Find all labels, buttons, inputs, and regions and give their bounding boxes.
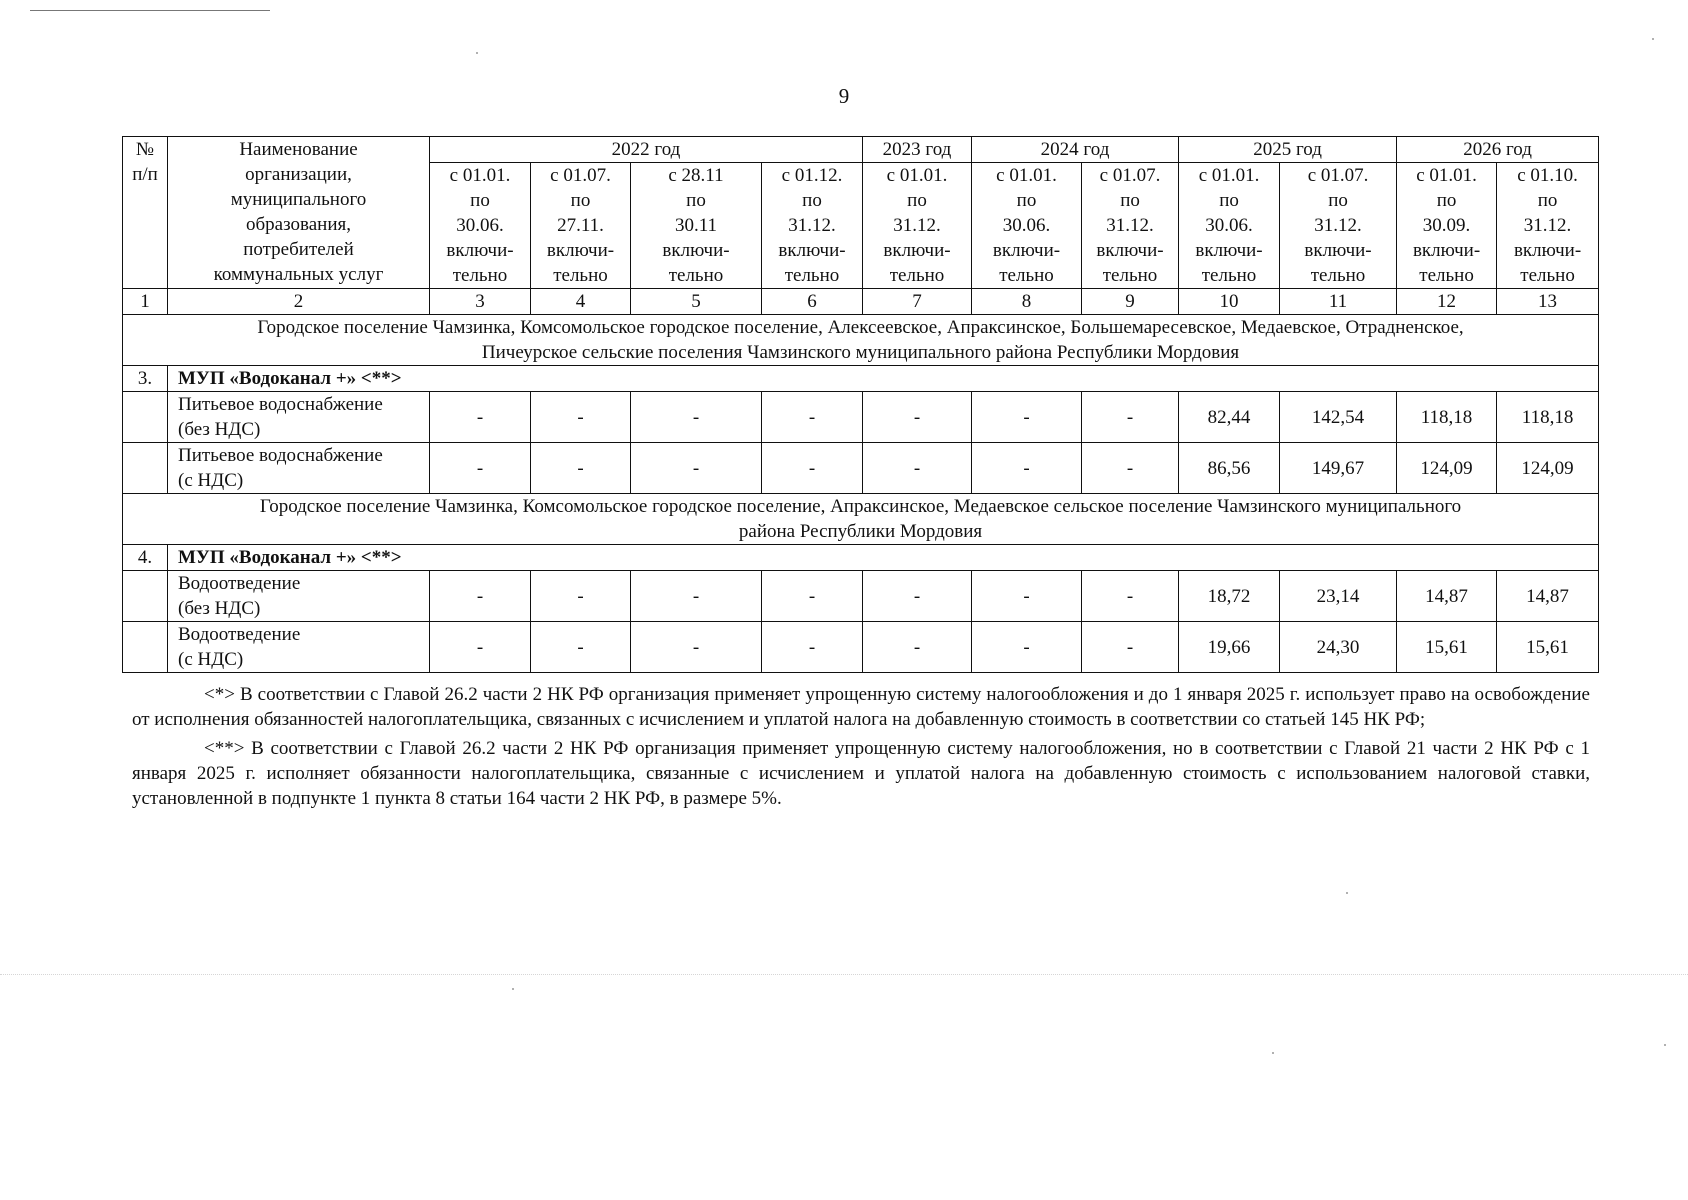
table-row	[123, 571, 1599, 622]
period-text: включи-	[1412, 240, 1481, 261]
tariff-value: -	[1082, 571, 1179, 622]
service-name-line: (без НДС)	[178, 419, 261, 440]
header-text: п/п	[132, 164, 158, 185]
area-text: Городское поселение Чамзинка, Комсомольское городское поселение, Алексеевское, Апраксинское, Большемаресевское, Медаевское, Отрадненское,	[257, 317, 1464, 338]
area-text: Пичеурское сельские поселения Чамзинского муниципального района Республики Мордовия	[481, 342, 1240, 363]
tariff-value: 142,54	[1280, 392, 1397, 443]
period-header	[1280, 163, 1397, 289]
area-row	[123, 494, 1599, 545]
period-text: по	[570, 190, 591, 211]
footnotes	[132, 682, 1590, 815]
period-text: включи-	[1513, 240, 1582, 261]
period-text: тельно	[1310, 265, 1366, 286]
tariff-value: -	[430, 571, 531, 622]
service-name-line: Питьевое водоснабжение	[178, 394, 383, 415]
period-header	[531, 163, 631, 289]
org-name: МУП «Водоканал +» <**>	[168, 545, 1599, 571]
service-name	[168, 622, 430, 673]
tariff-value: -	[972, 622, 1082, 673]
period-text: с 01.01.	[449, 165, 511, 186]
period-text: по	[686, 190, 706, 211]
tariff-value: -	[430, 443, 531, 494]
period-text: 31.12.	[893, 215, 941, 236]
period-text: включи-	[778, 240, 846, 261]
header-text: №	[135, 139, 155, 160]
column-number: 13	[1497, 289, 1599, 315]
service-name-line: Водоотведение	[178, 573, 301, 594]
period-header	[430, 163, 531, 289]
period-text: 31.12.	[788, 215, 836, 236]
period-text: тельно	[889, 265, 945, 286]
period-text: 27.11.	[557, 215, 604, 236]
tariff-value: 15,61	[1397, 622, 1497, 673]
tariff-value: -	[531, 571, 631, 622]
scan-speck	[476, 52, 478, 54]
period-text: с 01.07.	[1099, 165, 1161, 186]
column-number: 4	[531, 289, 631, 315]
column-number: 6	[762, 289, 863, 315]
org-name: МУП «Водоканал +» <**>	[168, 366, 1599, 392]
period-header	[1082, 163, 1179, 289]
tariff-value: -	[972, 443, 1082, 494]
tariff-value: 23,14	[1280, 571, 1397, 622]
column-number: 8	[972, 289, 1082, 315]
period-text: 30.06.	[456, 215, 504, 236]
column-number-row	[123, 289, 1599, 315]
tariff-value: -	[430, 622, 531, 673]
no-header	[123, 137, 168, 289]
service-name	[168, 443, 430, 494]
period-text: с 01.07.	[1307, 165, 1369, 186]
tariff-value: 15,61	[1497, 622, 1599, 673]
tariff-value: -	[631, 571, 762, 622]
period-text: тельно	[999, 265, 1054, 286]
period-text: тельно	[553, 265, 608, 286]
area-text: района Республики Мордовия	[738, 521, 983, 542]
top-rule	[30, 10, 270, 11]
tariff-value: -	[1082, 443, 1179, 494]
empty-cell	[123, 443, 168, 494]
service-name-line: Водоотведение	[178, 624, 301, 645]
tariff-value: 19,66	[1179, 622, 1280, 673]
year-header: 2025 год	[1179, 137, 1397, 163]
tariff-value: -	[531, 622, 631, 673]
period-header	[762, 163, 863, 289]
period-text: 30.06.	[1205, 215, 1253, 236]
tariff-value: -	[430, 392, 531, 443]
period-text: тельно	[784, 265, 840, 286]
header-text: потребителей	[243, 239, 354, 260]
period-text: тельно	[668, 265, 724, 286]
tariff-value: -	[762, 622, 863, 673]
period-text: включи-	[1195, 240, 1263, 261]
area-cell	[123, 315, 1599, 366]
header-row-years	[123, 137, 1599, 163]
scan-speck	[1652, 38, 1654, 40]
period-text: тельно	[1520, 265, 1575, 286]
period-text: по	[1328, 190, 1348, 211]
period-text: тельно	[1102, 265, 1158, 286]
service-name	[168, 571, 430, 622]
period-text: с 01.07.	[550, 165, 611, 186]
period-text: по	[1537, 190, 1558, 211]
area-row	[123, 315, 1599, 366]
tariff-value: -	[863, 392, 972, 443]
tariff-value: 18,72	[1179, 571, 1280, 622]
table-row	[123, 443, 1599, 494]
scan-artifact-line	[0, 974, 1688, 975]
scan-speck	[1272, 1052, 1274, 1054]
period-text: по	[1016, 190, 1037, 211]
period-text: включи-	[546, 240, 615, 261]
period-text: включи-	[446, 240, 514, 261]
period-text: включи-	[992, 240, 1061, 261]
tariff-value: -	[631, 622, 762, 673]
period-text: с 01.01.	[996, 165, 1057, 186]
tariff-table	[122, 136, 1599, 673]
service-name-line: Питьевое водоснабжение	[178, 445, 383, 466]
tariff-value: 118,18	[1497, 392, 1599, 443]
period-text: с 01.01.	[1198, 165, 1260, 186]
tariff-value: -	[863, 571, 972, 622]
year-header: 2024 год	[972, 137, 1179, 163]
header-text: образования,	[246, 214, 351, 235]
empty-cell	[123, 392, 168, 443]
period-text: 31.12.	[1106, 215, 1154, 236]
period-header	[972, 163, 1082, 289]
period-text: с 01.10.	[1517, 165, 1578, 186]
tariff-value: -	[531, 392, 631, 443]
tariff-value: -	[1082, 622, 1179, 673]
empty-cell	[123, 622, 168, 673]
header-text: муниципального	[230, 189, 367, 210]
area-text: Городское поселение Чамзинка, Комсомольское городское поселение, Апраксинское, Медаевское сельское поселение Чамзинского муниципального	[259, 496, 1462, 517]
column-number: 2	[168, 289, 430, 315]
service-name-line: (без НДС)	[178, 598, 261, 619]
column-number: 7	[863, 289, 972, 315]
column-number: 1	[123, 289, 168, 315]
column-number: 10	[1179, 289, 1280, 315]
period-text: с 01.12.	[781, 165, 843, 186]
period-text: 30.09.	[1422, 215, 1471, 236]
year-header: 2026 год	[1397, 137, 1599, 163]
org-number: 4.	[123, 545, 168, 571]
period-header	[1179, 163, 1280, 289]
table-row	[123, 622, 1599, 673]
column-number: 5	[631, 289, 762, 315]
tariff-value: 86,56	[1179, 443, 1280, 494]
tariff-value: 24,30	[1280, 622, 1397, 673]
scan-speck	[1346, 892, 1348, 894]
area-cell	[123, 494, 1599, 545]
year-header: 2023 год	[863, 137, 972, 163]
period-text: по	[470, 190, 490, 211]
period-text: тельно	[452, 265, 508, 286]
period-text: включи-	[662, 240, 730, 261]
period-text: 30.11	[674, 215, 718, 236]
org-number: 3.	[123, 366, 168, 392]
service-name-line: (с НДС)	[178, 470, 244, 491]
column-number: 12	[1397, 289, 1497, 315]
period-text: по	[1120, 190, 1140, 211]
page-number: 9	[838, 84, 850, 108]
header-text: Наименование	[239, 139, 358, 160]
period-text: включи-	[883, 240, 951, 261]
tariff-value: 149,67	[1280, 443, 1397, 494]
name-header	[168, 137, 430, 289]
tariff-value: -	[631, 392, 762, 443]
column-number: 11	[1280, 289, 1397, 315]
org-row	[123, 545, 1599, 571]
period-text: с 28.11	[668, 165, 724, 186]
table-row	[123, 392, 1599, 443]
period-text: по	[1219, 190, 1239, 211]
period-text: 30.06.	[1002, 215, 1051, 236]
scan-speck	[512, 988, 514, 990]
period-text: 31.12.	[1314, 215, 1362, 236]
footnote-1: <*> В соответствии с Главой 26.2 части 2 НК РФ организация применяет упрощенную систему налогообложения и до 1 января 2025 г. использует право на освобождение от исполнения обязанностей налогоплательщика, связанных с исчислением и уплатой налога на добавленную стоимость в соответствии со статьей 145 НК РФ;	[132, 684, 1590, 730]
tariff-value: -	[972, 392, 1082, 443]
tariff-value: -	[863, 622, 972, 673]
header-text: организации,	[245, 164, 352, 185]
tariff-value: 14,87	[1397, 571, 1497, 622]
tariff-value: 124,09	[1397, 443, 1497, 494]
tariff-value: 82,44	[1179, 392, 1280, 443]
empty-cell	[123, 571, 168, 622]
scan-speck	[1664, 1044, 1666, 1046]
tariff-value: -	[972, 571, 1082, 622]
period-text: с 01.01.	[886, 165, 948, 186]
tariff-value: 124,09	[1497, 443, 1599, 494]
period-text: 31.12.	[1523, 215, 1572, 236]
period-header	[1497, 163, 1599, 289]
tariff-value: -	[762, 571, 863, 622]
header-text: коммунальных услуг	[213, 264, 384, 285]
column-number: 3	[430, 289, 531, 315]
tariff-value: -	[762, 392, 863, 443]
year-header: 2022 год	[430, 137, 863, 163]
period-text: по	[907, 190, 927, 211]
tariff-value: -	[631, 443, 762, 494]
tariff-value: -	[863, 443, 972, 494]
period-text: включи-	[1096, 240, 1164, 261]
tariff-value: -	[1082, 392, 1179, 443]
period-header	[1397, 163, 1497, 289]
tariff-value: 14,87	[1497, 571, 1599, 622]
period-text: с 01.01.	[1416, 165, 1477, 186]
tariff-value: 118,18	[1397, 392, 1497, 443]
period-text: тельно	[1419, 265, 1474, 286]
service-name-line: (с НДС)	[178, 649, 244, 670]
period-text: по	[802, 190, 822, 211]
column-number: 9	[1082, 289, 1179, 315]
service-name	[168, 392, 430, 443]
footnote-2: <**> В соответствии с Главой 26.2 части 2 НК РФ организация применяет упрощенную систему налогообложения, но в соответствии с Главой 21 части 2 НК РФ с 1 января 2025 г. исполняет обязанности налогоплательщика, связанные с исчислением и уплатой налога на добавленную стоимость с использованием налоговой ставки, установленной в подпункте 1 пункта 8 статьи 164 части 2 НК РФ, в размере 5%.	[132, 738, 1590, 809]
period-text: по	[1436, 190, 1457, 211]
period-header	[631, 163, 762, 289]
tariff-value: -	[762, 443, 863, 494]
tariff-value: -	[531, 443, 631, 494]
org-row	[123, 366, 1599, 392]
period-text: тельно	[1201, 265, 1257, 286]
period-header	[863, 163, 972, 289]
period-text: включи-	[1304, 240, 1372, 261]
